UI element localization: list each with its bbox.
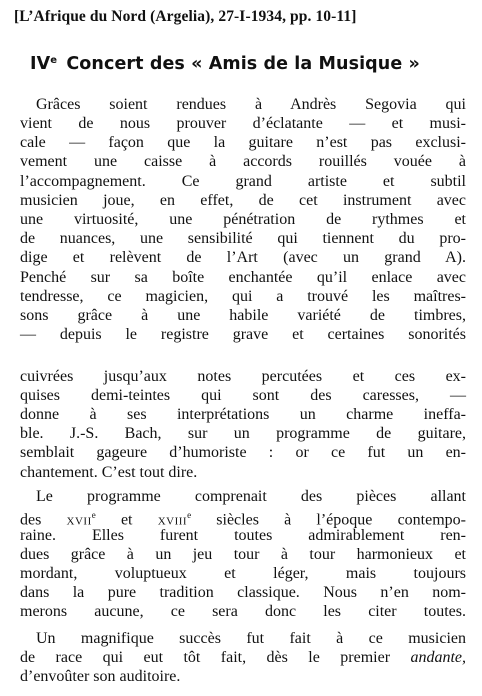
text-fragment: de race qui eut tôt fait, dès le premier (20, 649, 411, 666)
headline-ordinal: IV (30, 54, 51, 74)
andante-term: andante, (410, 649, 466, 666)
century-18: xviii (157, 511, 188, 529)
text-fragment: et (95, 511, 158, 529)
source-citation: [L’Afrique du Nord (Argelia), 27-I-1934, pp. 10-11] (14, 8, 357, 25)
text-line: donne à ses interprétations un charme ineffa- (20, 406, 466, 423)
text-line: dans la pure tradition classique. Nous n’en nom- (20, 584, 466, 601)
text-line: vement une caisse à accords rouillés vouée à (20, 153, 466, 170)
text-line: tendresse, ce magicien, qui a trouvé les maîtres- (20, 288, 466, 305)
text-line: sons grâce à une habile variété de timbres, (20, 307, 466, 324)
text-line-andante (20, 648, 466, 667)
text-line: cuivrées jusqu’aux notes percutées et ces ex- (20, 368, 466, 385)
text-line: musicien joue, en effet, de cet instrument avec (20, 192, 466, 209)
text-line: semblait gageure d’humoriste : or ce fut un en- (20, 444, 466, 461)
text-line: merons aucune, ce sera donc les citer toutes. (20, 603, 466, 620)
text-line: cale — façon que la guitare n’est pas exclusi- (20, 134, 466, 151)
headline-ordinal-sup: e (50, 55, 58, 66)
text-line: Un magnifique succès fut fait à ce musicien (36, 630, 466, 647)
text-line: Grâces soient rendues à Andrès Segovia qui (36, 96, 466, 113)
text-line: chantement. C’est tout dire. (20, 464, 198, 481)
text-line: ble. J.-S. Bach, sur un programme de guitare, (20, 425, 466, 442)
text-line: — depuis le registre grave et certaines sonorités (20, 326, 466, 343)
text-line: l’accompagnement. Ce grand artiste et subtil (20, 173, 466, 190)
headline-title: Concert des « Amis de la Musique » (66, 54, 420, 74)
text-line: Penché sur sa boîte enchantée qu’il enlace avec (20, 269, 466, 286)
text-line: vient de nous prouver d’éclatante — et musi- (20, 115, 466, 132)
article-headline (30, 54, 420, 74)
text-line: dues grâce à un jeu tour à tour harmonieux et (20, 546, 466, 563)
text-line: raine. Elles furent toutes admirablement ren- (20, 527, 466, 544)
text-line: dige et relèvent de l’Art (avec un grand A). (20, 249, 466, 266)
text-line: Le programme comprenait des pièces allant (36, 488, 466, 505)
century-18-sup: e (187, 510, 192, 520)
century-17-sup: e (91, 510, 96, 520)
text-line-centuries (20, 506, 467, 529)
text-line: une virtuosité, une pénétration de rythmes et (20, 211, 466, 228)
text-line: de nuances, une sensibilité qui tiennent du pro- (20, 230, 466, 247)
text-fragment: siècles à l’époque contempo- (191, 511, 467, 529)
text-line: quises demi-teintes qui sont des caresses, — (20, 387, 466, 404)
century-17: xvii (66, 511, 92, 529)
text-line: mordant, voluptueux et léger, mais toujours (20, 565, 466, 582)
text-fragment: des (20, 511, 67, 529)
text-line: d’envoûter son auditoire. (20, 668, 181, 685)
